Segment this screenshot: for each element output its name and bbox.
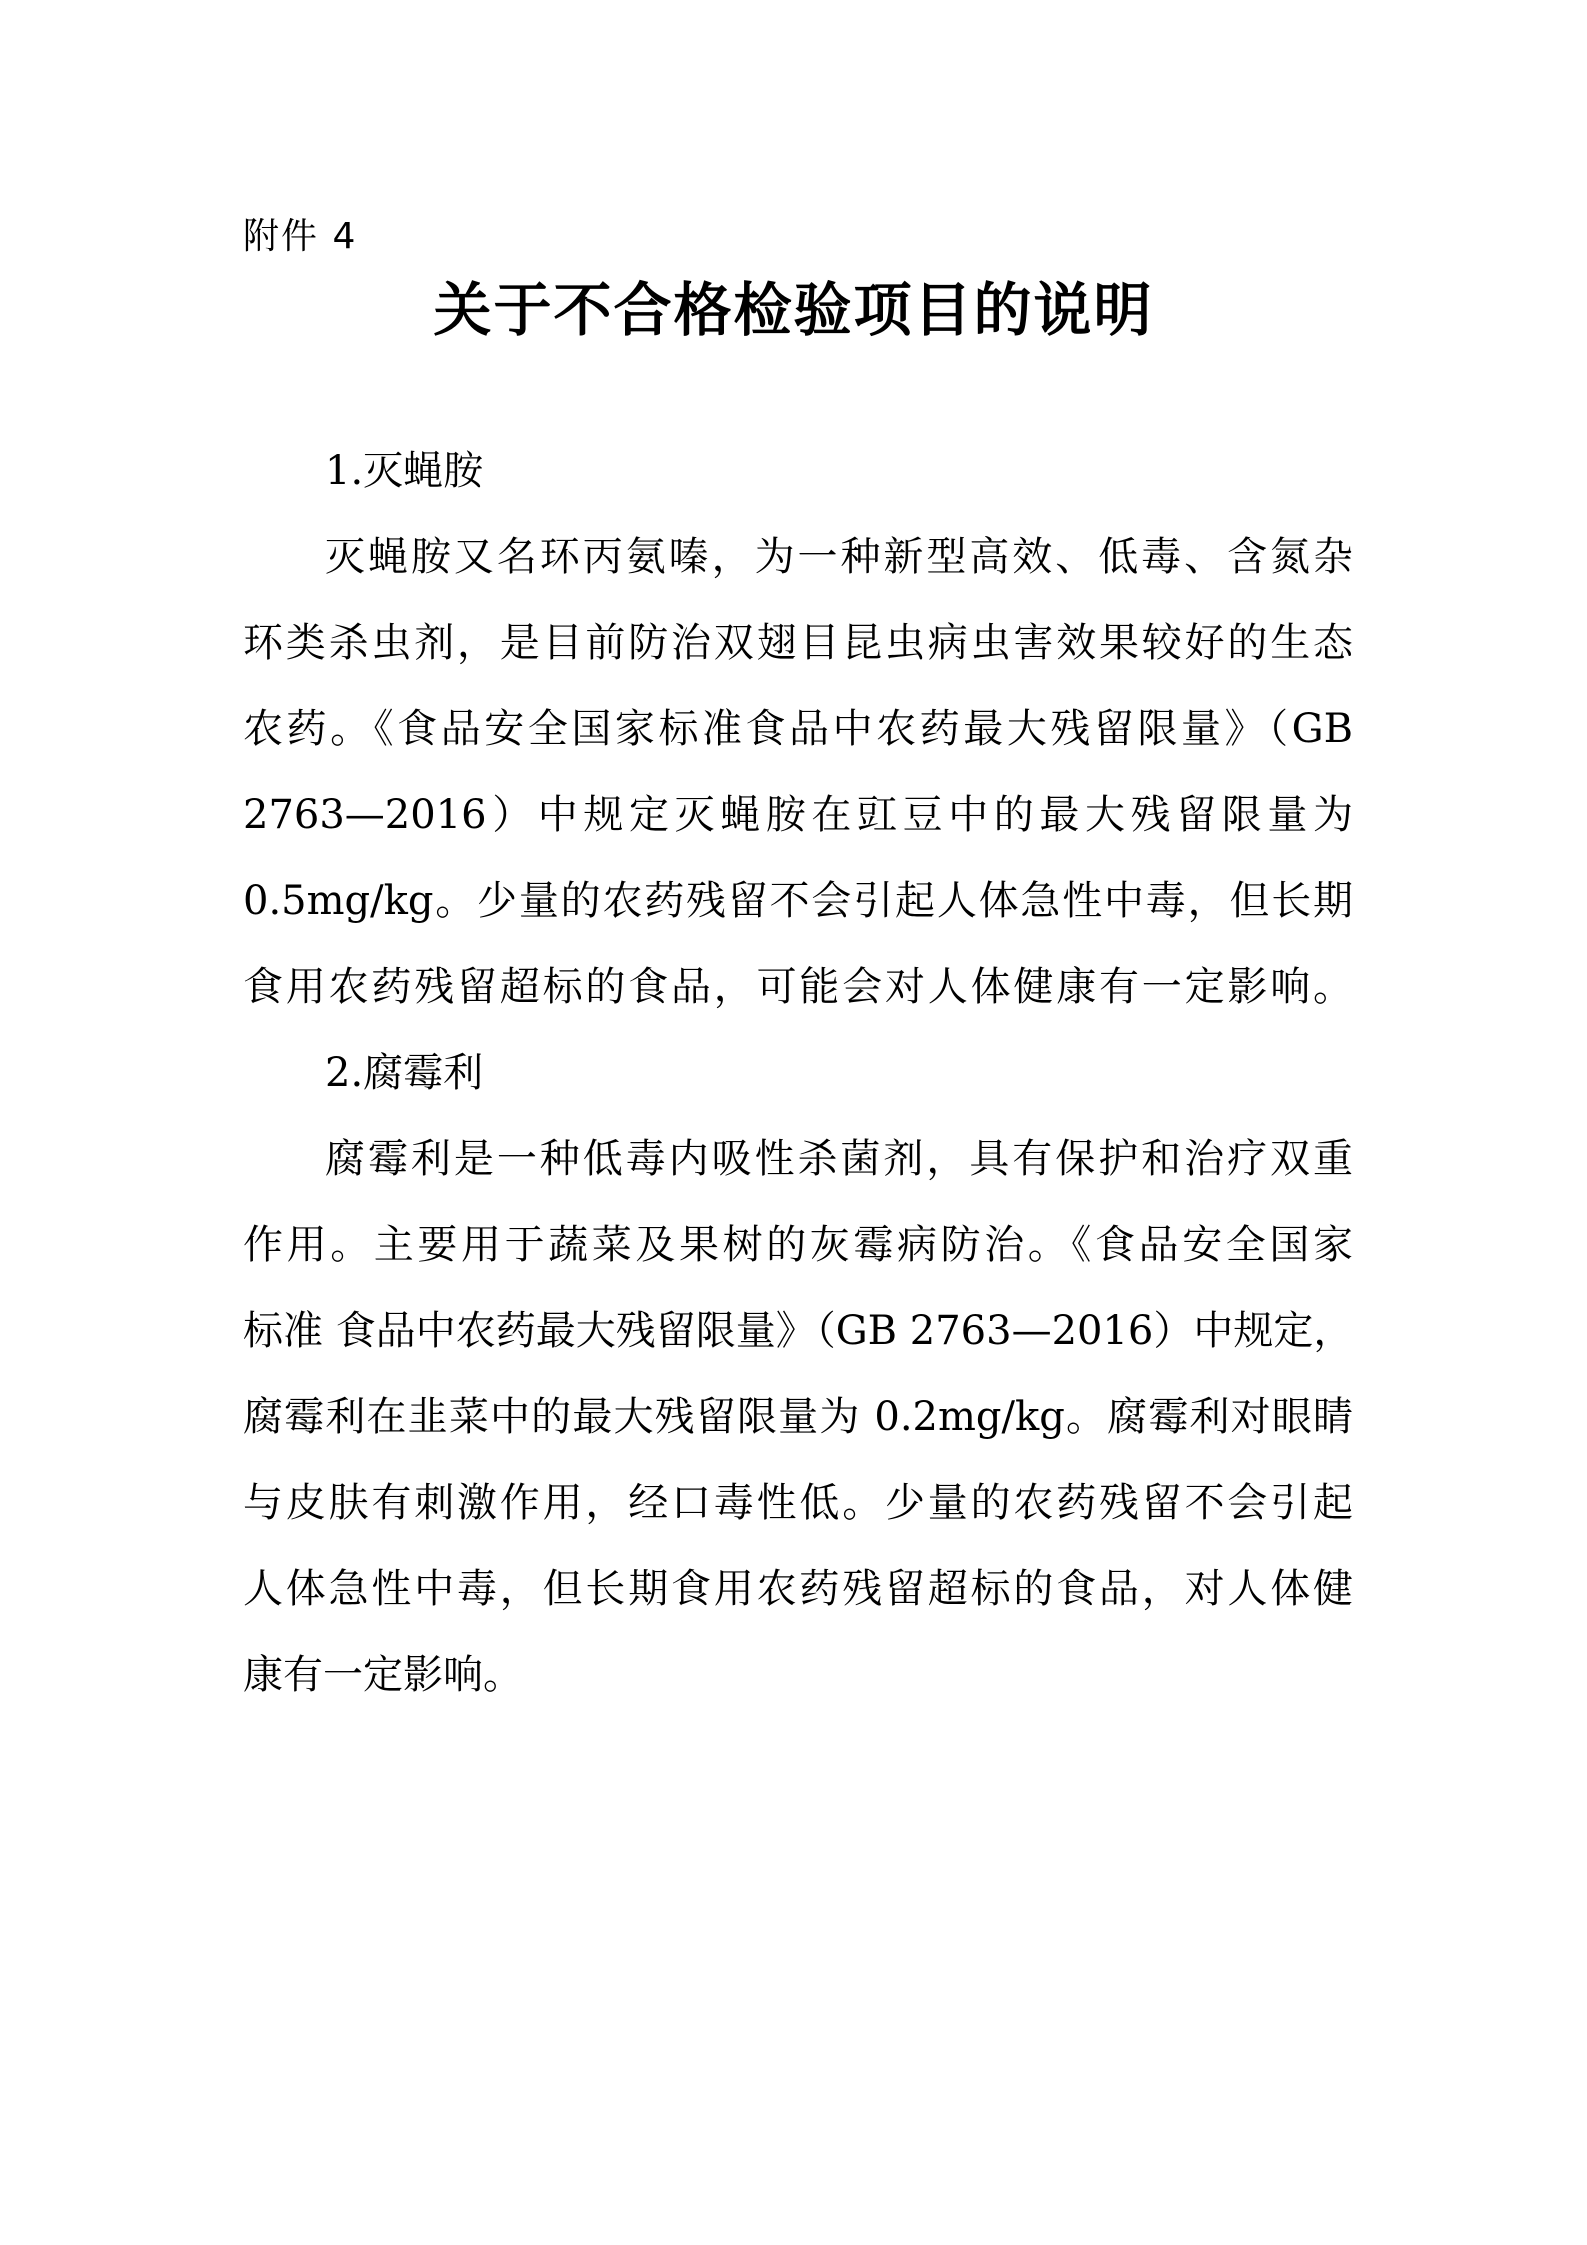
document-title: 关于不合格检验项目的说明 <box>433 276 1154 344</box>
paragraph-line: 农药。《食品安全国家标准食品中农药最大残留限量》（GB <box>243 706 1353 752</box>
section-heading: 2.腐霉利 <box>325 1050 484 1096</box>
paragraph-line: 与皮肤有刺激作用，经口毒性低。少量的农药残留不会引起 <box>243 1480 1353 1526</box>
section-heading: 1.灭蝇胺 <box>325 448 484 494</box>
paragraph-line: 0.5mg/kg。少量的农药残留不会引起人体急性中毒，但长期 <box>243 878 1353 924</box>
paragraph-line: 作用。主要用于蔬菜及果树的灰霉病防治。《食品安全国家 <box>243 1222 1353 1268</box>
paragraph-line: 康有一定影响。 <box>243 1652 523 1698</box>
document-body <box>243 428 1353 1718</box>
paragraph-line: 2763—2016）中规定灭蝇胺在豇豆中的最大残留限量为 <box>243 792 1353 838</box>
paragraph-line: 人体急性中毒，但长期食用农药残留超标的食品，对人体健 <box>243 1566 1353 1612</box>
paragraph-line: 环类杀虫剂，是目前防治双翅目昆虫病虫害效果较好的生态 <box>243 620 1353 666</box>
attachment-label: 附件 4 <box>243 216 358 257</box>
paragraph-line: 灭蝇胺又名环丙氨嗪，为一种新型高效、低毒、含氮杂 <box>325 534 1353 580</box>
paragraph-line: 标准 食品中农药最大残留限量》（GB 2763—2016）中规定， <box>243 1308 1353 1354</box>
paragraph-line: 食用农药残留超标的食品，可能会对人体健康有一定影响。 <box>243 964 1353 1010</box>
paragraph-line: 腐霉利在韭菜中的最大残留限量为 0.2mg/kg。腐霉利对眼睛 <box>243 1394 1353 1440</box>
paragraph-line: 腐霉利是一种低毒内吸性杀菌剂，具有保护和治疗双重 <box>325 1136 1353 1182</box>
